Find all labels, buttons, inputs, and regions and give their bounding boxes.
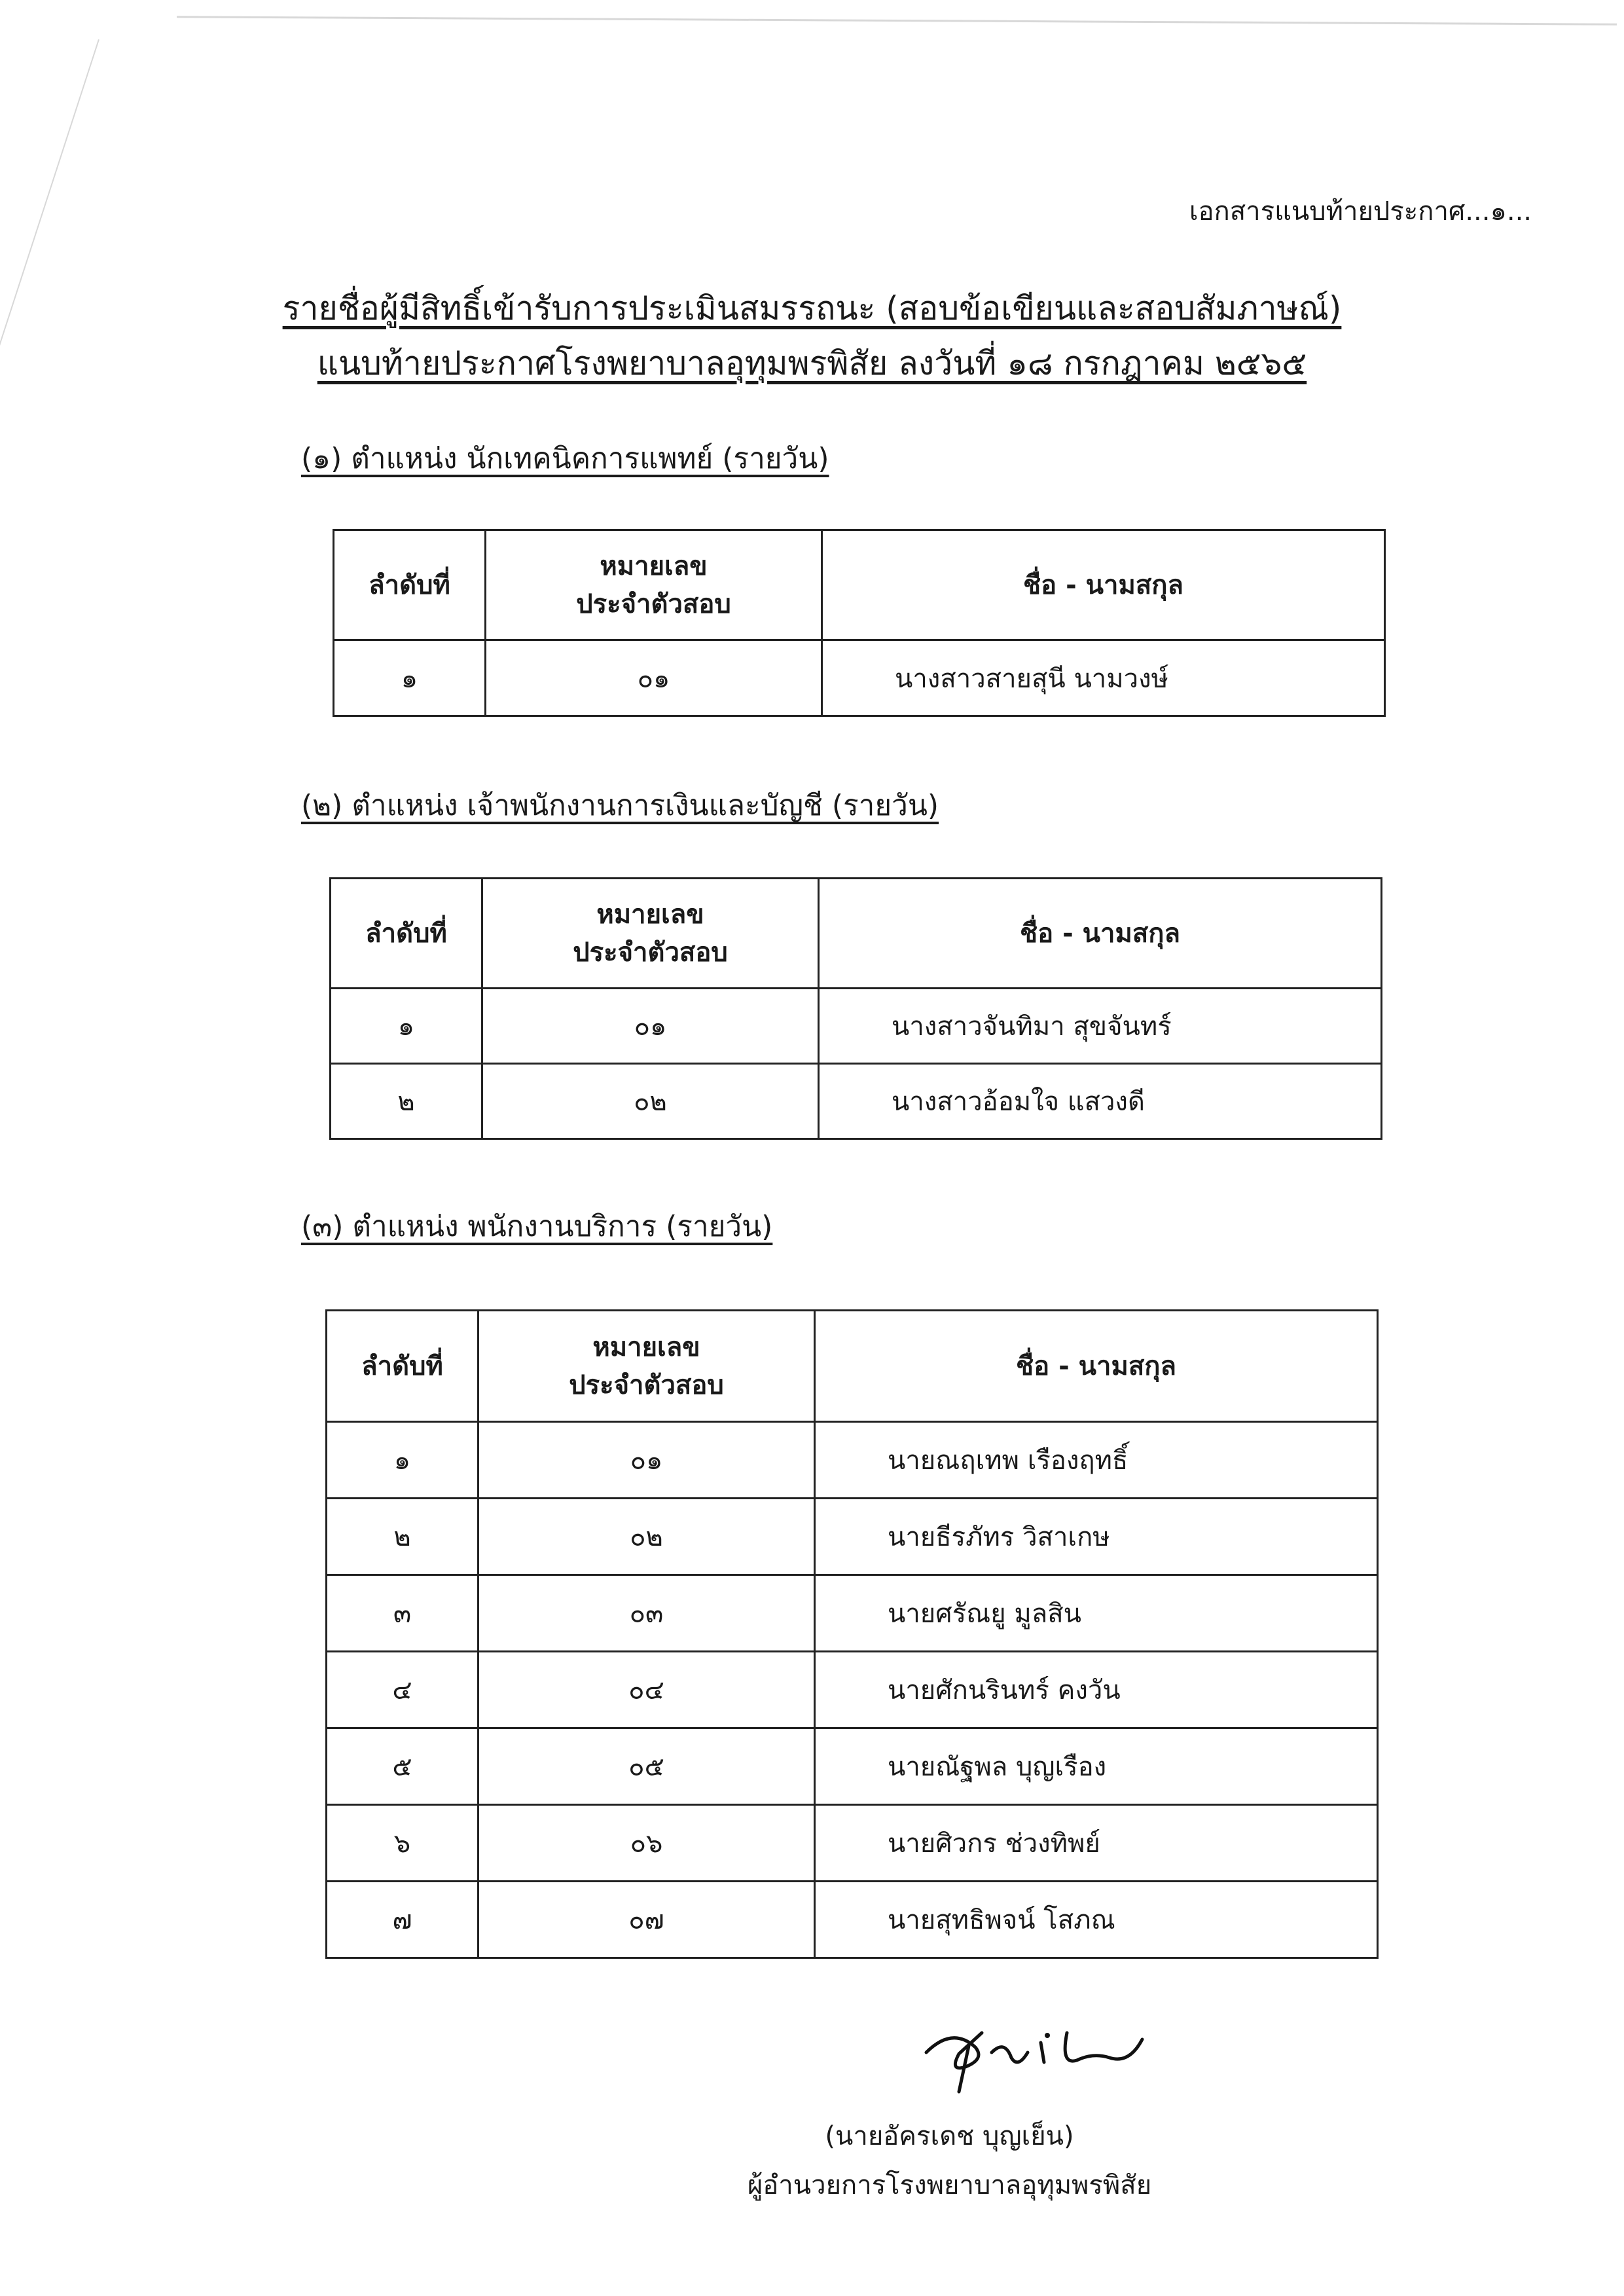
- exam-id-header-line1: หมายเลข: [592, 1332, 700, 1362]
- exam-id-cell: ๐๔: [478, 1652, 815, 1728]
- name-cell: นางสาวสายสุนี นามวงษ์: [822, 640, 1385, 716]
- name-cell: นายศักนรินทร์ คงวัน: [815, 1652, 1378, 1728]
- scan-artifact-line: [0, 39, 99, 475]
- scan-artifact-line: [177, 16, 1617, 26]
- column-header-order: ลำดับที่: [327, 1311, 478, 1422]
- column-header-exam-id: [478, 1311, 815, 1422]
- document-title: รายชื่อผู้มีสิทธิ์เข้ารับการประเมินสมรรถนะ (สอบข้อเขียนและสอบสัมภาษณ์): [282, 289, 1342, 327]
- table-header-row: [331, 879, 1382, 989]
- exam-id-header-line2: ประจำตัวสอบ: [573, 937, 728, 968]
- section-heading: (๒) ตำแหน่ง เจ้าพนักงานการเงินและบัญชี (รายวัน): [301, 789, 939, 822]
- exam-id-cell: ๐๒: [478, 1499, 815, 1575]
- exam-id-cell: ๐๒: [482, 1064, 819, 1139]
- exam-id-header-line1: หมายเลข: [600, 551, 708, 581]
- exam-id-cell: ๐๑: [482, 989, 819, 1064]
- column-header-order: ลำดับที่: [331, 879, 482, 989]
- column-header-exam-id: [486, 530, 822, 640]
- exam-id-cell: ๐๖: [478, 1805, 815, 1882]
- section-heading: (๓) ตำแหน่ง พนักงานบริการ (รายวัน): [301, 1210, 773, 1243]
- attachment-label: เอกสารแนบท้ายประกาศ...๑...: [1189, 196, 1532, 227]
- order-cell: ๔: [327, 1652, 478, 1728]
- table-row: [327, 1882, 1378, 1958]
- column-header-name: ชื่อ - นามสกุล: [815, 1311, 1378, 1422]
- section-heading: (๑) ตำแหน่ง นักเทคนิคการแพทย์ (รายวัน): [301, 442, 829, 475]
- table-row: [327, 1652, 1378, 1728]
- exam-id-cell: ๐๑: [486, 640, 822, 716]
- candidate-table: [325, 1309, 1379, 1959]
- table-row: [327, 1422, 1378, 1499]
- order-cell: ๓: [327, 1575, 478, 1652]
- table-row: [327, 1805, 1378, 1882]
- document-subtitle: แนบท้ายประกาศโรงพยาบาลอุทุมพรพิสัย ลงวันที่ ๑๘ กรกฎาคม ๒๕๖๕: [317, 344, 1307, 382]
- table-row: [327, 1575, 1378, 1652]
- name-cell: นายศิวกร ช่วงทิพย์: [815, 1805, 1378, 1882]
- order-cell: ๑: [331, 989, 482, 1064]
- column-header-order: ลำดับที่: [334, 530, 486, 640]
- table-header-row: [334, 530, 1385, 640]
- order-cell: ๖: [327, 1805, 478, 1882]
- table-header-row: [327, 1311, 1378, 1422]
- order-cell: ๗: [327, 1882, 478, 1958]
- name-cell: นายธีรภัทร วิสาเกษ: [815, 1499, 1378, 1575]
- exam-id-cell: ๐๑: [478, 1422, 815, 1499]
- column-header-name: ชื่อ - นามสกุล: [822, 530, 1385, 640]
- exam-id-cell: ๐๕: [478, 1728, 815, 1805]
- exam-id-header-line1: หมายเลข: [596, 899, 704, 930]
- table-row: [327, 1728, 1378, 1805]
- table-row: [334, 640, 1385, 716]
- name-cell: นายสุทธิพจน์ โสภณ: [815, 1882, 1378, 1958]
- table-row: [331, 989, 1382, 1064]
- handwritten-signature: [913, 2007, 1162, 2098]
- table-row: [327, 1499, 1378, 1575]
- candidate-table: [333, 529, 1386, 717]
- column-header-exam-id: [482, 879, 819, 989]
- column-header-name: ชื่อ - นามสกุล: [819, 879, 1382, 989]
- order-cell: ๒: [331, 1064, 482, 1139]
- exam-id-cell: ๐๓: [478, 1575, 815, 1652]
- name-cell: นายศรัณยู มูลสิน: [815, 1575, 1378, 1652]
- exam-id-header-line2: ประจำตัวสอบ: [569, 1370, 724, 1400]
- name-cell: นายณฤเทพ เรืองฤทธิ์: [815, 1422, 1378, 1499]
- name-cell: นายณัฐพล บุญเรือง: [815, 1728, 1378, 1805]
- order-cell: ๒: [327, 1499, 478, 1575]
- order-cell: ๑: [334, 640, 486, 716]
- table-row: [331, 1064, 1382, 1139]
- name-cell: นางสาวอ้อมใจ แสวงดี: [819, 1064, 1382, 1139]
- exam-id-header-line2: ประจำตัวสอบ: [576, 589, 731, 619]
- order-cell: ๑: [327, 1422, 478, 1499]
- signatory-name: (นายอัครเดช บุญเย็น): [825, 2121, 1074, 2151]
- name-cell: นางสาวจันทิมา สุขจันทร์: [819, 989, 1382, 1064]
- candidate-table: [329, 877, 1382, 1140]
- signatory-position: ผู้อำนวยการโรงพยาบาลอุทุมพรพิสัย: [747, 2170, 1152, 2200]
- order-cell: ๕: [327, 1728, 478, 1805]
- exam-id-cell: ๐๗: [478, 1882, 815, 1958]
